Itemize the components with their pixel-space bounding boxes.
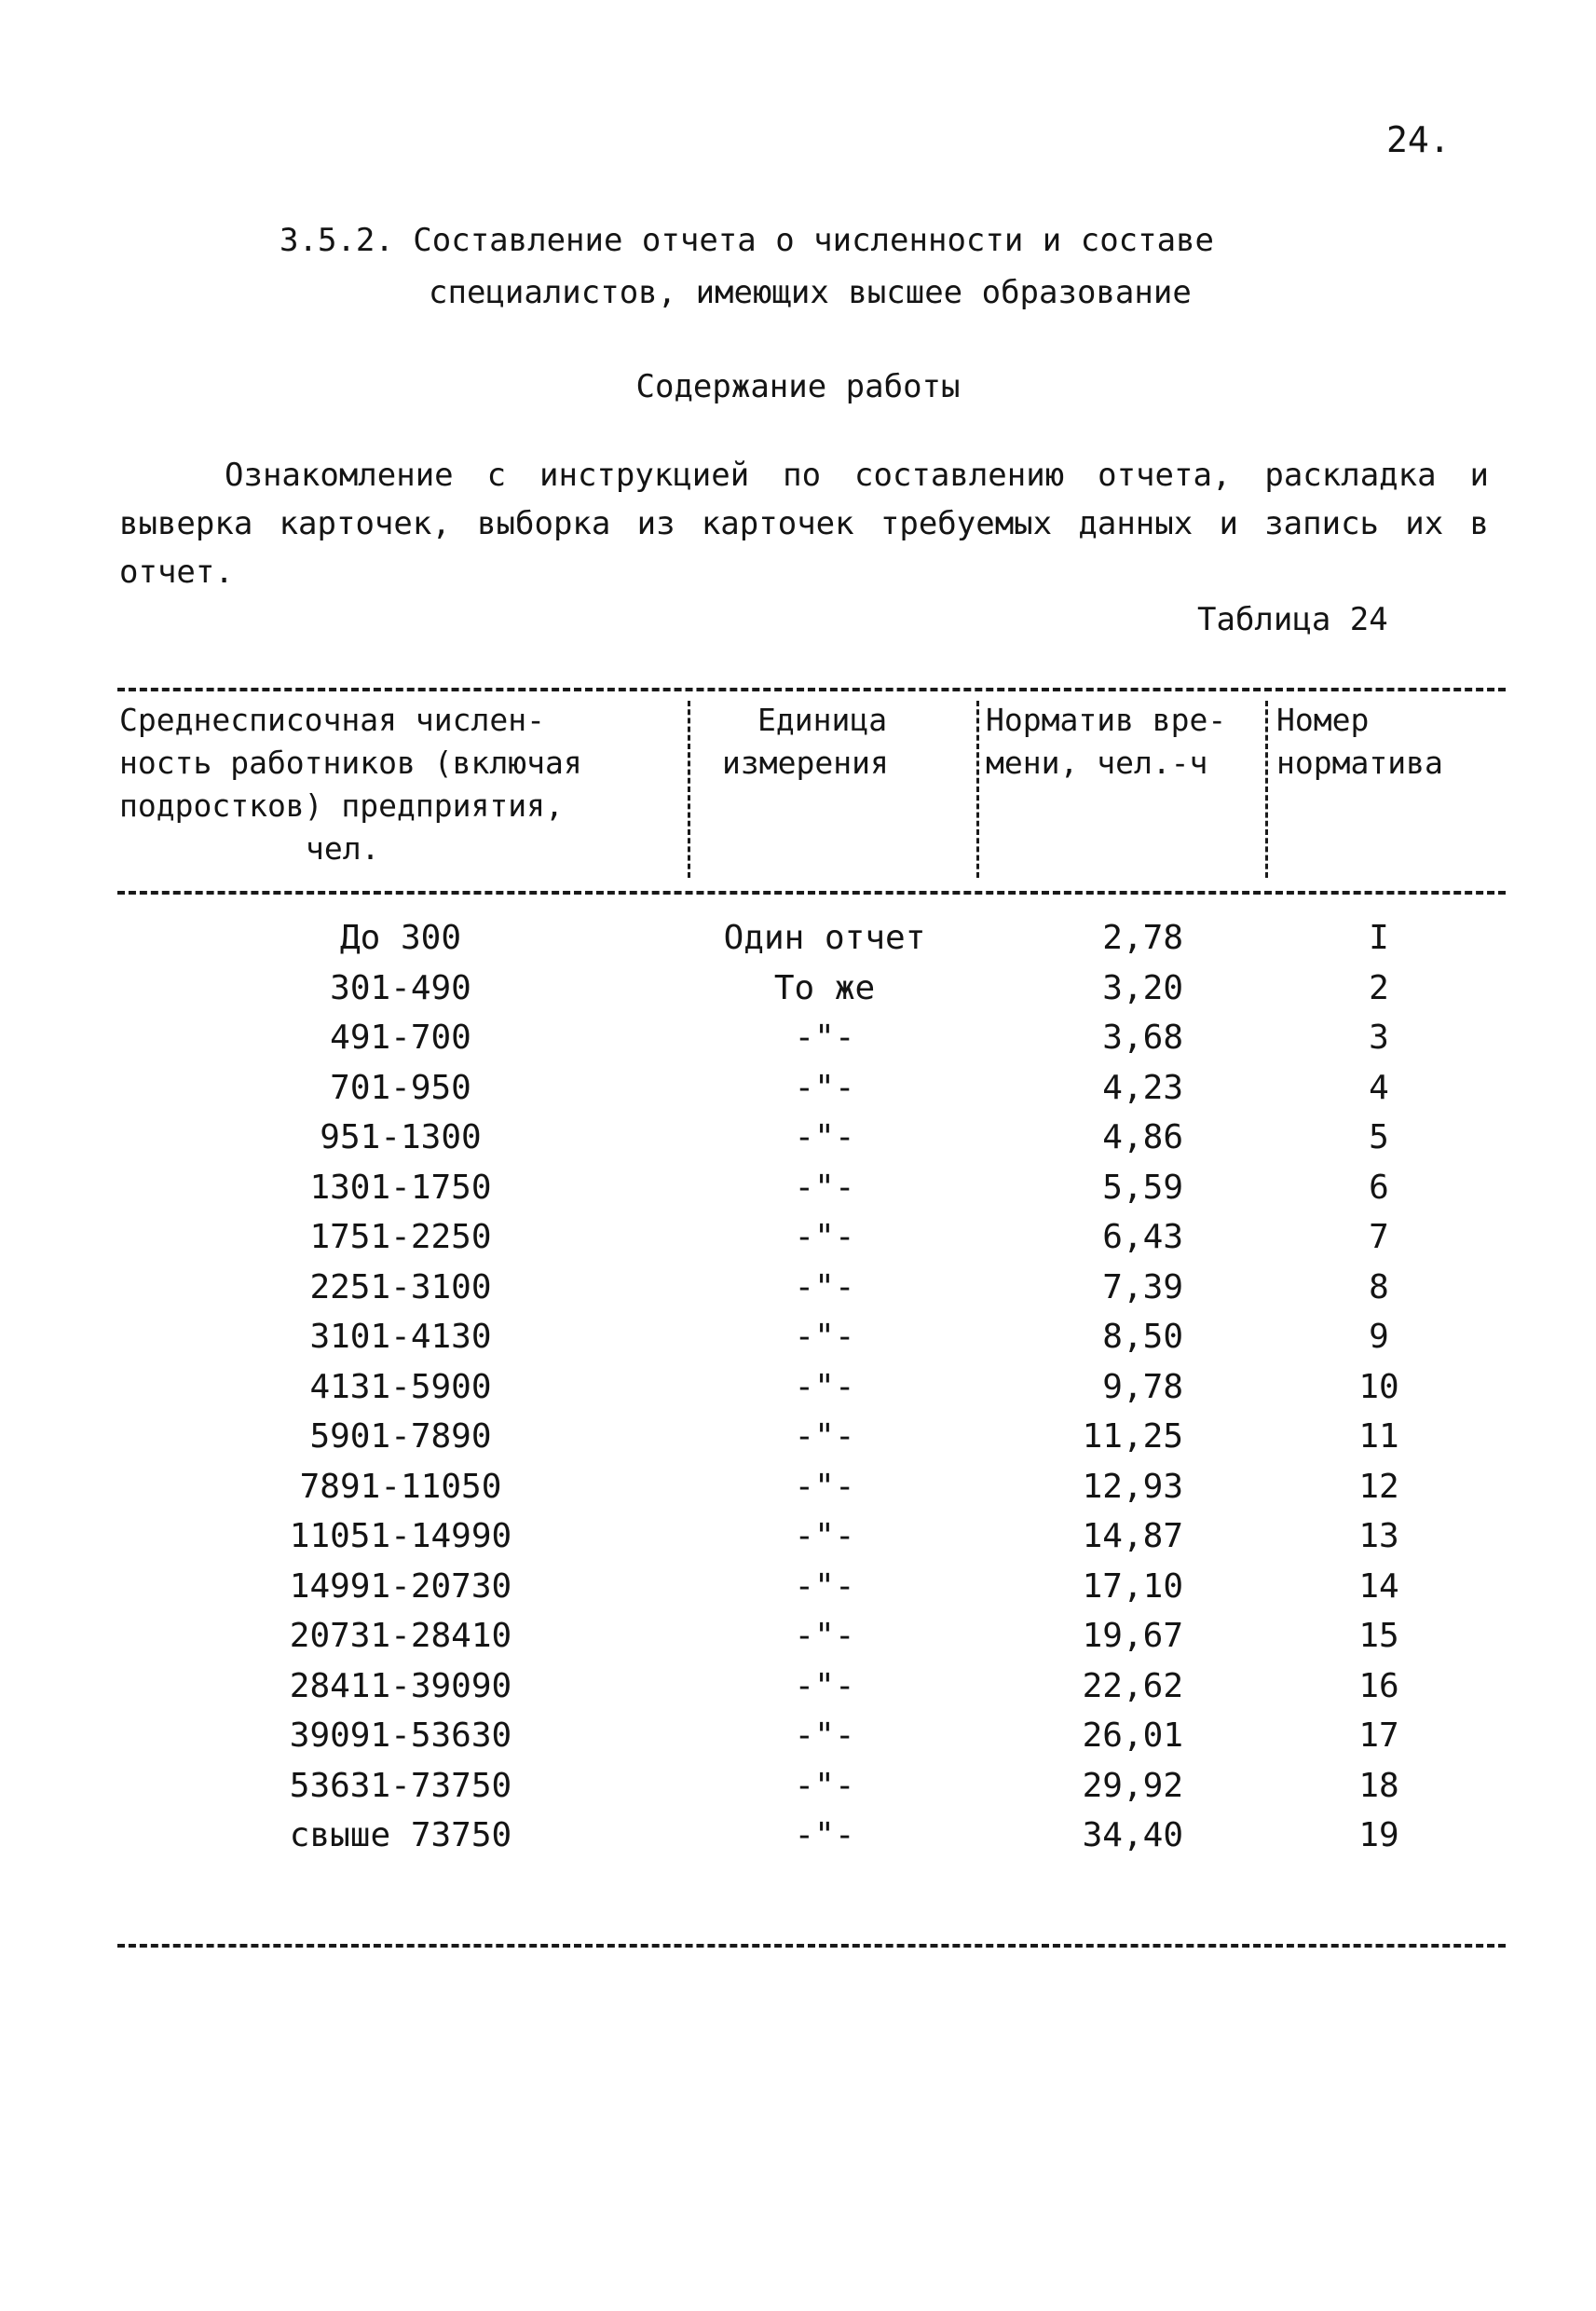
- cell-range: 2251-3100: [309, 1267, 492, 1306]
- cell-range: До 300: [339, 919, 462, 957]
- cell-number: 19: [1358, 1816, 1399, 1854]
- header-line: Среднесписочная числен-: [119, 702, 545, 738]
- header-time-norm: [986, 699, 1270, 785]
- cell-range: 301-490: [330, 968, 471, 1007]
- header-line: мени, чел.-ч: [986, 745, 1208, 781]
- table-row: [0, 1417, 1596, 1468]
- cell-unit: -"-: [794, 1267, 855, 1306]
- cell-range: 491-700: [330, 1019, 471, 1057]
- cell-number: 11: [1358, 1417, 1399, 1456]
- cell-norm: 11,25: [1082, 1417, 1183, 1456]
- cell-number: 3: [1369, 1019, 1389, 1057]
- cell-unit: -"-: [794, 1218, 855, 1256]
- section-title: [280, 214, 1214, 319]
- cell-unit: -"-: [794, 1367, 855, 1406]
- cell-range: 4131-5900: [309, 1367, 492, 1406]
- cell-unit: -"-: [794, 1666, 855, 1705]
- page-number: 24.: [1386, 119, 1451, 160]
- cell-number: 4: [1369, 1068, 1389, 1107]
- section-title-line-2: специалистов, имеющих высшее образование: [429, 274, 1192, 311]
- table-row: [0, 1767, 1596, 1817]
- cell-number: 6: [1369, 1168, 1389, 1207]
- cell-number: 16: [1358, 1666, 1399, 1705]
- column-separator: [688, 701, 690, 878]
- cell-norm: 12,93: [1082, 1467, 1183, 1506]
- cell-unit: -"-: [794, 1318, 855, 1356]
- cell-norm: 22,62: [1082, 1666, 1183, 1705]
- header-line: подростков) предприятия,: [119, 787, 564, 824]
- cell-number: 15: [1358, 1617, 1399, 1655]
- cell-range: 20731-28410: [289, 1617, 512, 1655]
- cell-number: 10: [1358, 1367, 1399, 1406]
- cell-range: 14991-20730: [289, 1566, 512, 1606]
- cell-norm: 29,92: [1082, 1766, 1183, 1805]
- cell-number: 9: [1369, 1318, 1389, 1356]
- cell-unit: -"-: [794, 1617, 855, 1655]
- cell-number: 8: [1369, 1267, 1389, 1306]
- cell-norm: 17,10: [1082, 1566, 1183, 1606]
- table-row: [0, 1318, 1596, 1368]
- cell-unit: -"-: [794, 1118, 855, 1156]
- table-row: [0, 1368, 1596, 1418]
- cell-number: 5: [1369, 1118, 1389, 1156]
- table-row: [0, 1617, 1596, 1667]
- cell-unit: -"-: [794, 1417, 855, 1456]
- header-norm-number: [1276, 699, 1500, 785]
- table-row: [0, 1667, 1596, 1717]
- cell-range: 39091-53630: [289, 1716, 512, 1755]
- cell-range: 28411-39090: [289, 1666, 512, 1705]
- cell-unit: -"-: [794, 1467, 855, 1506]
- header-line: измерения: [722, 745, 889, 781]
- table-row: [0, 1816, 1596, 1867]
- cell-range: 1751-2250: [309, 1218, 492, 1256]
- cell-unit: -"-: [794, 1716, 855, 1755]
- cell-unit: -"-: [794, 1168, 855, 1207]
- cell-norm: 9,78: [1102, 1367, 1183, 1406]
- cell-unit: Один отчет: [723, 919, 926, 957]
- cell-number: 2: [1369, 968, 1389, 1007]
- table-row: [0, 1268, 1596, 1319]
- table-row: [0, 1468, 1596, 1518]
- cell-number: 12: [1358, 1467, 1399, 1506]
- cell-range: 1301-1750: [309, 1168, 492, 1207]
- cell-number: 18: [1358, 1766, 1399, 1805]
- work-content-heading: Содержание работы: [635, 368, 961, 405]
- cell-number: 17: [1358, 1716, 1399, 1755]
- cell-norm: 2,78: [1102, 919, 1183, 957]
- header-line: ность работников (включая: [119, 745, 582, 781]
- cell-unit: -"-: [794, 1019, 855, 1057]
- column-separator: [976, 701, 979, 878]
- table-header-rule: [117, 891, 1506, 895]
- table-row: [0, 1517, 1596, 1567]
- table-row: [0, 969, 1596, 1019]
- cell-norm: 3,68: [1102, 1019, 1183, 1057]
- cell-norm: 4,23: [1102, 1068, 1183, 1107]
- cell-norm: 3,20: [1102, 968, 1183, 1007]
- table-row: [0, 1716, 1596, 1767]
- cell-number: 14: [1358, 1566, 1399, 1606]
- table-row: [0, 1218, 1596, 1268]
- header-line: Единица: [757, 702, 888, 738]
- cell-unit: -"-: [794, 1566, 855, 1606]
- cell-range: 701-950: [330, 1068, 471, 1107]
- table-row: [0, 1169, 1596, 1219]
- header-employee-count: [119, 699, 678, 870]
- cell-range: 11051-14990: [289, 1517, 512, 1555]
- cell-range: 7891-11050: [299, 1467, 502, 1506]
- table-row: [0, 1069, 1596, 1119]
- cell-unit: -"-: [794, 1766, 855, 1805]
- header-line: Номер: [1276, 702, 1370, 738]
- cell-range: 53631-73750: [289, 1766, 512, 1805]
- cell-norm: 26,01: [1082, 1716, 1183, 1755]
- table-body: [0, 919, 1596, 1867]
- cell-norm: 4,86: [1102, 1118, 1183, 1156]
- cell-norm: 7,39: [1102, 1267, 1183, 1306]
- cell-range: 5901-7890: [309, 1417, 492, 1456]
- table-row: [0, 1567, 1596, 1618]
- cell-number: 13: [1358, 1517, 1399, 1555]
- cell-norm: 34,40: [1082, 1816, 1183, 1854]
- cell-unit: -"-: [794, 1068, 855, 1107]
- section-title-line-1: 3.5.2. Составление отчета о численности и составе: [280, 222, 1215, 259]
- header-line: норматива: [1276, 745, 1443, 781]
- cell-unit: То же: [773, 968, 876, 1007]
- cell-unit: -"-: [794, 1517, 855, 1555]
- cell-norm: 5,59: [1102, 1168, 1183, 1207]
- header-line: чел.: [306, 830, 380, 867]
- table-top-rule: [117, 688, 1506, 691]
- cell-norm: 8,50: [1102, 1318, 1183, 1356]
- cell-number: I: [1369, 919, 1389, 957]
- cell-range: 3101-4130: [309, 1318, 492, 1356]
- cell-norm: 14,87: [1082, 1517, 1183, 1555]
- table-row: [0, 1019, 1596, 1069]
- header-unit: [722, 699, 974, 785]
- header-line: Норматив вре-: [986, 702, 1227, 738]
- cell-unit: -"-: [794, 1816, 855, 1854]
- cell-range: 951-1300: [320, 1118, 482, 1156]
- table-bottom-rule: [117, 1944, 1506, 1948]
- table-row: [0, 919, 1596, 969]
- cell-range: свыше 73750: [289, 1816, 512, 1854]
- work-description-paragraph: Ознакомление с инструкцией по составлению отчета, раскладка и выверка карточек, выборка из карточек требуемых данных и запись их в отчет.: [119, 457, 1489, 591]
- cell-number: 7: [1369, 1218, 1389, 1256]
- cell-norm: 19,67: [1082, 1617, 1183, 1655]
- cell-norm: 6,43: [1102, 1218, 1183, 1256]
- table-row: [0, 1118, 1596, 1169]
- table-caption: Таблица 24: [1197, 601, 1388, 638]
